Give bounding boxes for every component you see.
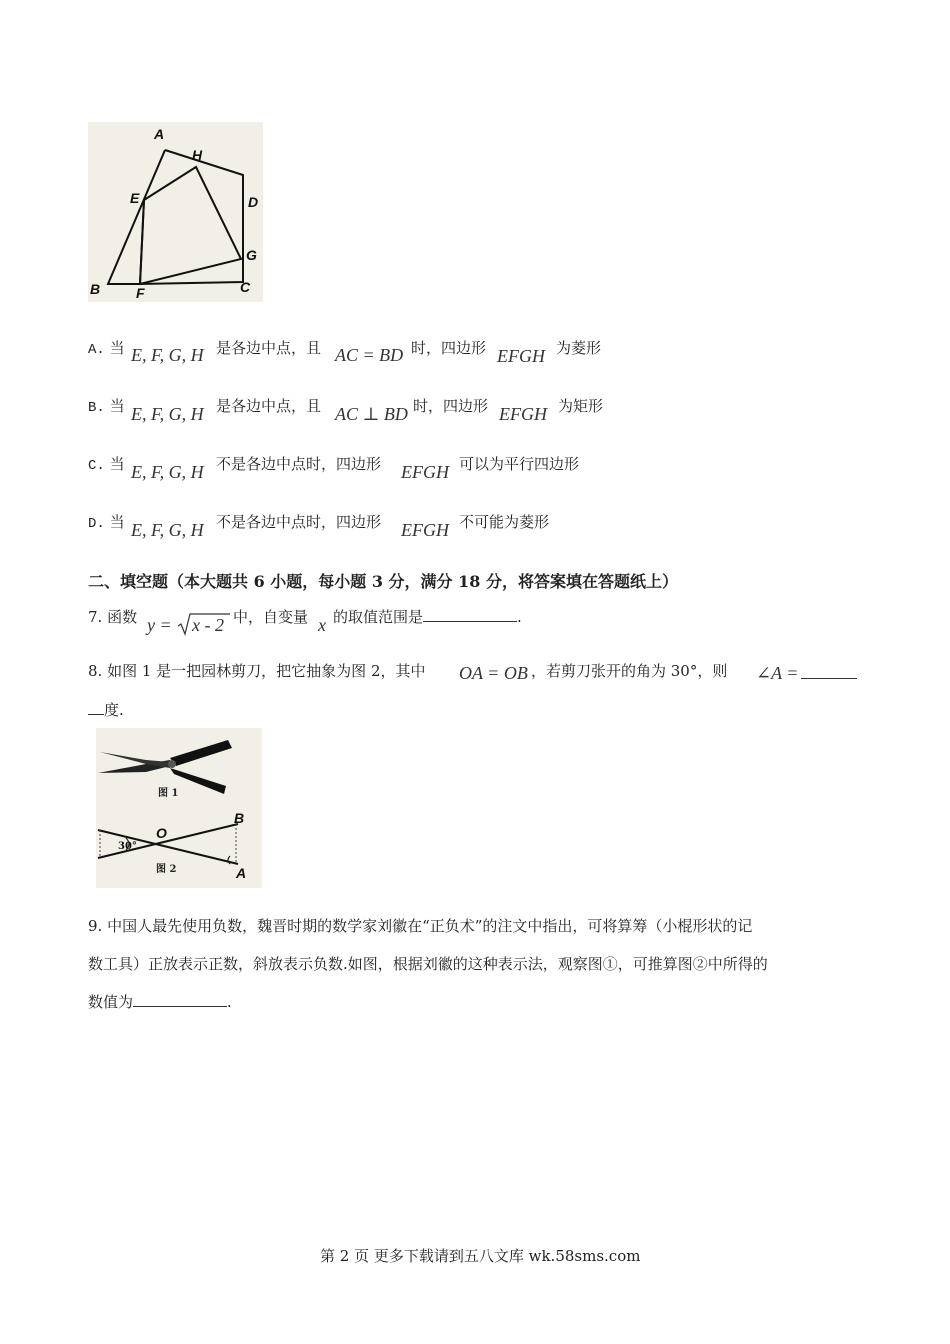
option-text: 当 <box>109 339 125 357</box>
option-text: 时，四边形 <box>411 339 487 357</box>
option-c <box>88 454 125 476</box>
option-text: 不是各边中点时，四边形 <box>216 513 382 531</box>
math-ac-perp-bd: AC ⊥ BD <box>335 404 408 424</box>
math-x: x <box>318 615 326 635</box>
quadrilateral-figure <box>88 122 263 302</box>
question-text: 度. <box>104 701 124 719</box>
math-y-equals: y = <box>147 615 172 635</box>
period: . <box>227 993 232 1011</box>
label-C: C <box>240 279 251 295</box>
answer-blank[interactable] <box>801 678 857 679</box>
question-text: 中，自变量 <box>233 608 309 626</box>
math-efgh-points: E, F, G, H <box>131 520 204 540</box>
question-number: 7. <box>88 608 103 626</box>
label-B: B <box>90 281 101 297</box>
option-text: 不可能为菱形 <box>459 513 550 531</box>
label-A: A <box>154 126 165 142</box>
option-b <box>88 396 125 418</box>
option-a <box>88 338 125 360</box>
label-D: D <box>248 194 259 210</box>
option-label: B. <box>88 400 105 416</box>
question-text: 数值为 <box>88 993 134 1011</box>
question-number: 8. <box>88 662 103 680</box>
option-text: 时，四边形 <box>413 397 489 415</box>
option-text: 可以为平行四边形 <box>459 455 580 473</box>
fig1-caption: 图 1 <box>158 788 179 799</box>
period: . <box>517 608 522 626</box>
math-efgh-points: E, F, G, H <box>131 462 204 482</box>
math-efgh: EFGH <box>499 404 547 424</box>
option-text: 为矩形 <box>558 397 604 415</box>
option-label: D. <box>88 516 105 532</box>
page-footer: 第 2 页 更多下载请到五八文库 wk.58sms.com <box>320 1247 641 1265</box>
math-efgh-points: E, F, G, H <box>131 345 204 365</box>
label-F: F <box>136 285 145 301</box>
option-text: 当 <box>109 397 125 415</box>
label-B: B <box>234 810 245 826</box>
scissors-figure <box>96 728 262 888</box>
math-efgh: EFGH <box>401 462 449 482</box>
question-9-line-2: 数工具）正放表示正数，斜放表示负数.如图，根据刘徽的这种表示法，观察图①，可推算图②中所得的 <box>88 955 768 973</box>
answer-blank[interactable] <box>133 992 227 1007</box>
label-E: E <box>130 190 140 206</box>
question-9-line-3 <box>88 992 232 1012</box>
math-efgh: EFGH <box>401 520 449 540</box>
math-ac-eq-bd: AC = BD <box>335 345 404 365</box>
label-O: O <box>156 825 167 841</box>
label-G: G <box>246 247 257 263</box>
math-oa-eq-ob: OA = OB <box>459 663 528 683</box>
quadrilateral-diagram <box>88 122 263 302</box>
question-8 <box>88 661 426 681</box>
math-angle-a: ∠A = <box>756 663 799 683</box>
option-label: A. <box>88 342 105 358</box>
scissors-diagram <box>96 728 262 888</box>
question-text: 的取值范围是 <box>333 608 424 626</box>
option-text: 是各边中点，且 <box>216 397 322 415</box>
question-text: 函数 <box>107 608 138 626</box>
angle-label: 30° <box>118 841 137 852</box>
section-heading: 二、填空题（本大题共 6 小题，每小题 3 分，满分 18 分，将答案填在答题纸上） <box>88 572 678 591</box>
option-text: 是各边中点，且 <box>216 339 322 357</box>
label-A: A <box>236 865 247 881</box>
option-label: C. <box>88 458 105 474</box>
math-efgh: EFGH <box>497 346 545 366</box>
option-text: 不是各边中点时，四边形 <box>216 455 382 473</box>
option-text: 为菱形 <box>556 339 602 357</box>
answer-blank[interactable] <box>423 607 517 622</box>
answer-blank-continued[interactable] <box>88 700 104 715</box>
option-text: 当 <box>109 513 125 531</box>
question-text <box>333 607 522 627</box>
option-text: 当 <box>109 455 125 473</box>
math-radicand: x - 2 <box>192 615 224 635</box>
question-text <box>88 700 124 720</box>
label-H: H <box>192 147 203 163</box>
math-efgh-points: E, F, G, H <box>131 404 204 424</box>
question-text: 如图 1 是一把园林剪刀，把它抽象为图 2，其中 <box>107 662 426 680</box>
option-d <box>88 512 125 534</box>
question-7 <box>88 607 137 627</box>
fig2-caption: 图 2 <box>156 864 177 875</box>
question-9-line-1: 9. 中国人最先使用负数，魏晋时期的数学家刘徽在“正负术”的注文中指出，可将算筹（小棍形状的记 <box>88 917 753 935</box>
question-text: ，若剪刀张开的角为 30°，则 <box>531 662 728 680</box>
